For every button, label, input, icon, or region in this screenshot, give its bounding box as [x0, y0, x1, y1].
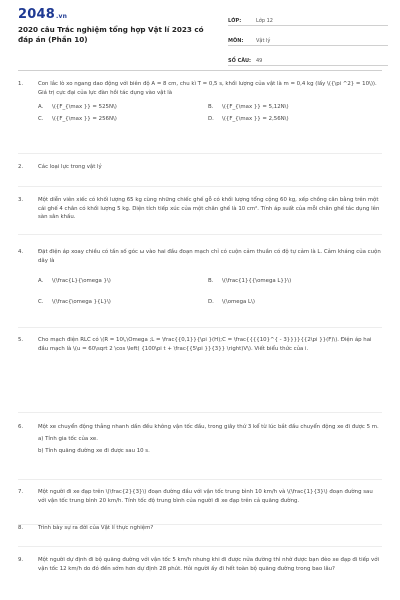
document-header [0, 0, 400, 66]
meta-label: SỐ CÂU: [228, 58, 252, 64]
question-divider [18, 327, 382, 328]
question-number: 6. [18, 424, 24, 430]
question-text: Một người đi xe đạp trên \(\frac{2}{3}\) đoạn đường đầu với vận tốc trung bình 10 km/h và \(\frac{1}{3}\) đoạn đường sau với vận tốc trung bình 20 km/h. Tính tốc độ trung bình của người đi xe đạp trên cả quãng đường. [38, 489, 373, 504]
question-number: 7. [18, 489, 24, 495]
question-1 [18, 80, 382, 125]
option-d[interactable] [208, 115, 378, 124]
meta-value: Vật lý [256, 38, 271, 44]
question-number: 5. [18, 337, 24, 343]
question-2 [18, 163, 382, 172]
option-letter: D. [208, 298, 214, 305]
option-b[interactable] [208, 277, 378, 286]
sub-questions [38, 435, 382, 459]
meta-subject [228, 30, 388, 46]
answer-options [38, 101, 382, 125]
question-divider [18, 412, 382, 413]
question-divider [18, 153, 382, 154]
meta-value: 49 [256, 58, 263, 64]
document-title: 2020 câu Trắc nghiệm tổng hợp Vật lí 2023 có đáp án (Phần 10) [18, 25, 204, 44]
logo-tld: .vn [55, 13, 68, 20]
question-number: 4. [18, 249, 24, 255]
meta-value: Lớp 12 [256, 18, 273, 24]
question-number: 3. [18, 197, 24, 203]
question-text: Các loại lực trong vật lý [38, 164, 102, 170]
option-b[interactable] [208, 103, 378, 112]
sub-question-b: b) Tính quãng đường xe đi được sau 10 s. [38, 447, 150, 454]
question-text: Cho mạch điện RLC có \(R = 10\,\Omega ;L = \frac{{0,1}}{\pi }(H);C = \frac{{{{10}^{ - 3}}}}{{2\pi }}(F)\). Điện áp hai đầu mạch là \(u = 60\sqrt 2 \cos \left( {100\pi t + \frac{{5\pi }}{3}} \right)V\). Viết biểu thức của i. [38, 337, 372, 352]
question-5 [18, 336, 382, 353]
question-divider [18, 479, 382, 480]
option-letter: D. [208, 115, 214, 122]
question-6 [18, 423, 382, 459]
question-number: 1. [18, 81, 24, 87]
option-letter: A. [38, 277, 44, 284]
question-text: Một người dự định đi bộ quãng đường với vận tốc 5 km/h nhưng khi đi được nửa đường thì nhờ được bạn đèo xe đạp đi tiếp với vận tốc 12 km/h do đó đến sớm hơn dự định 28 phút. Hỏi người ấy đi hết toàn bộ quãng đường trong bao lâu? [38, 557, 380, 572]
question-text: Con lắc lò xo ngang dao động với biên độ A = 8 cm, chu kì T = 0,5 s, khối lượng của vật là m = 0,4 kg (lấy \({\pi ^2} = 10\)). Giá trị cực đại của lực đàn hồi tác dụng vào vật là [38, 81, 377, 96]
question-number: 9. [18, 557, 24, 563]
answer-options [38, 269, 382, 311]
question-text: Một xe chuyển động thẳng nhanh dần đều không vận tốc đầu, trong giây thứ 3 kể từ lúc bắt đầu chuyển động xe đi được 5 m. [38, 424, 379, 430]
site-logo[interactable] [18, 7, 67, 22]
option-letter: C. [38, 115, 44, 122]
question-text: Một diễn viên xiếc có khối lượng 65 kg cùng những chiếc ghế gỗ có khối lượng tổng cộng 60 kg, xếp chồng cân bằng trên một cái ghế 4 chân có khối lượng 5 kg. Diện tích tiếp xúc của một chân ghế là 10 cm². Tính áp suất của mỗi chân ghế tác dụng lên sàn sân khấu. [38, 197, 380, 221]
question-text: Đặt điện áp xoay chiều có tần số góc ω vào hai đầu đoạn mạch chỉ có cuộn cảm thuần có độ tự cảm là L. Cảm kháng của cuộn dây là [38, 249, 381, 264]
question-4 [18, 248, 382, 311]
option-a[interactable] [38, 103, 208, 112]
question-text: Trình bày sự ra đời của Vật lí thực nghiệm? [38, 525, 154, 531]
header-divider [18, 70, 382, 71]
option-text: \(\frac{1}{{\omega L}}\) [222, 277, 292, 284]
question-divider [18, 186, 382, 187]
option-text: \(\omega L\) [222, 298, 255, 305]
logo-main: 2048 [18, 7, 55, 22]
meta-label: MÔN: [228, 38, 244, 44]
option-letter: B. [208, 277, 214, 284]
question-3 [18, 196, 382, 222]
question-number: 8. [18, 525, 24, 531]
question-number: 2. [18, 164, 24, 170]
option-c[interactable] [38, 115, 208, 124]
meta-count [228, 50, 388, 66]
question-divider [18, 546, 382, 547]
option-text: \({F_{\max }} = 2,56N\) [222, 115, 289, 122]
option-text: \({F_{\max }} = 256N\) [52, 115, 117, 122]
option-d[interactable] [208, 298, 378, 307]
document-meta [228, 10, 388, 70]
meta-label: LỚP: [228, 18, 242, 24]
question-9 [18, 556, 382, 573]
option-a[interactable] [38, 277, 208, 286]
sub-question-a: a) Tính gia tốc của xe. [38, 435, 98, 442]
question-divider [18, 234, 382, 235]
option-text: \({F_{\max }} = 525N\) [52, 103, 117, 110]
option-letter: C. [38, 298, 44, 305]
question-8 [18, 524, 382, 533]
option-letter: B. [208, 103, 214, 110]
meta-class [228, 10, 388, 26]
option-c[interactable] [38, 298, 208, 307]
option-letter: A. [38, 103, 44, 110]
option-text: \(\frac{L}{\omega }\) [52, 277, 111, 284]
option-text: \({F_{\max }} = 5,12N\) [222, 103, 289, 110]
question-7 [18, 488, 382, 505]
option-text: \(\frac{\omega }{L}\) [52, 298, 111, 305]
